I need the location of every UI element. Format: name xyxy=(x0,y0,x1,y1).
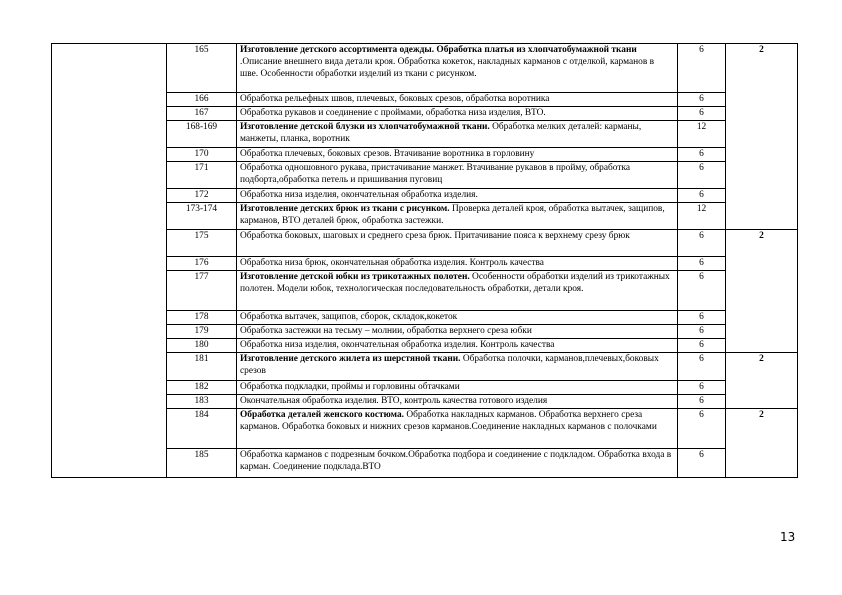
lesson-hours: 12 xyxy=(678,203,726,230)
lesson-number: 184 xyxy=(167,409,237,449)
topic-text: Обработка плечевых, боковых срезов. Втачивание воротника в горловину xyxy=(240,149,535,159)
topic-text: Обработка рукавов и соединение с проймами, обработка низа изделия, ВТО. xyxy=(240,108,546,118)
lesson-hours: 6 xyxy=(678,395,726,409)
topic-text: Обработка карманов с подрезным бочком.Обработка подбора и соединение с подкладом. Обработка входа в карман. Соединение подклада.ВТО xyxy=(240,450,672,472)
lesson-topic xyxy=(237,339,678,353)
lesson-number: 185 xyxy=(167,449,237,478)
lesson-hours: 6 xyxy=(678,189,726,203)
lesson-number: 168-169 xyxy=(167,121,237,148)
lesson-number: 165 xyxy=(167,44,237,93)
lesson-topic xyxy=(237,257,678,271)
lesson-topic xyxy=(237,353,678,381)
lesson-number: 170 xyxy=(167,148,237,162)
lesson-number: 176 xyxy=(167,257,237,271)
empty-column-cell xyxy=(52,44,167,478)
lesson-topic xyxy=(237,230,678,257)
lesson-topic xyxy=(237,449,678,478)
lesson-hours: 6 xyxy=(678,381,726,395)
lesson-number: 181 xyxy=(167,353,237,381)
topic-text: Обработка низа изделия, окончательная обработка изделия. Контроль качества xyxy=(240,340,555,350)
topic-text: Обработка боковых, шаговых и среднего среза брюк. Притачивание пояса к верхнему срезу брюк xyxy=(240,231,630,241)
topic-text: Окончательная обработка изделия. ВТО, контроль качества готового изделия xyxy=(240,396,548,406)
lesson-topic xyxy=(237,409,678,449)
topic-text: Обработка одношовного рукава, пристачивание манжет. Втачивание рукавов в пройму, обработка подборта,обработка петель и пришивания пуговиц xyxy=(240,163,631,185)
topic-text: Обработка подкладки, проймы и горловины обтачками xyxy=(240,382,460,392)
topic-heading: Изготовление детской блузки из хлопчатобумажной ткани. xyxy=(240,122,490,132)
lesson-hours: 6 xyxy=(678,353,726,381)
lesson-hours: 6 xyxy=(678,339,726,353)
topic-text: Обработка низа брюк, окончательная обработка изделия. Контроль качества xyxy=(240,258,544,268)
topic-text: Обработка низа изделия, окончательная обработка изделия. xyxy=(240,190,478,200)
lesson-hours: 6 xyxy=(678,230,726,257)
lesson-topic xyxy=(237,148,678,162)
lesson-topic xyxy=(237,121,678,148)
lesson-number: 167 xyxy=(167,107,237,121)
lesson-topic xyxy=(237,44,678,93)
extra-hours: 2 xyxy=(726,44,798,230)
topic-text: .Описание внешнего вида детали кроя. Обработка кокеток, накладных карманов с отделкой, карманов в шве. Особенности обработки изделий из ткани с рисунком. xyxy=(240,57,655,79)
lesson-topic xyxy=(237,93,678,107)
lesson-topic xyxy=(237,311,678,325)
thematic-plan-table xyxy=(51,43,798,478)
lesson-topic xyxy=(237,189,678,203)
topic-heading: Изготовление детского ассортимента одежды. Обработка платья из хлопчатобумажной ткани xyxy=(240,45,637,55)
lesson-hours: 6 xyxy=(678,148,726,162)
lesson-topic xyxy=(237,381,678,395)
topic-text: Проверка деталей кроя, обработка вытачек, защипов, карманов, ВТО деталей брюк, обработка застежки. xyxy=(240,204,665,226)
extra-hours: 2 xyxy=(726,353,798,409)
lesson-number: 173-174 xyxy=(167,203,237,230)
lesson-topic xyxy=(237,162,678,189)
topic-text: Обработка накладных карманов. Обработка верхнего среза карманов. Обработка боковых и нижних срезов карманов.Соединение накладных карманов с полочками xyxy=(240,410,657,432)
extra-hours: 2 xyxy=(726,230,798,353)
lesson-hours: 6 xyxy=(678,409,726,449)
lesson-topic xyxy=(237,271,678,311)
lesson-topic xyxy=(237,325,678,339)
table-row xyxy=(52,44,798,93)
lesson-number: 178 xyxy=(167,311,237,325)
topic-heading: Изготовление детских брюк из ткани с рисунком. xyxy=(240,204,450,214)
lesson-number: 179 xyxy=(167,325,237,339)
lesson-number: 182 xyxy=(167,381,237,395)
lesson-hours: 6 xyxy=(678,449,726,478)
topic-text: Обработка полочки, карманов,плечевых,боковых срезов xyxy=(240,354,659,376)
topic-text: Обработка застежки на тесьму – молнии, обработка верхнего среза юбки xyxy=(240,326,532,336)
lesson-hours: 12 xyxy=(678,121,726,148)
lesson-hours: 6 xyxy=(678,325,726,339)
topic-heading: Изготовление детского жилета из шерстяной ткани. xyxy=(240,354,461,364)
lesson-hours: 6 xyxy=(678,257,726,271)
lesson-hours: 6 xyxy=(678,162,726,189)
lesson-number: 166 xyxy=(167,93,237,107)
lesson-hours: 6 xyxy=(678,107,726,121)
page-number: 13 xyxy=(780,530,796,544)
lesson-hours: 6 xyxy=(678,311,726,325)
lesson-number: 171 xyxy=(167,162,237,189)
lesson-number: 172 xyxy=(167,189,237,203)
topic-text: Обработка мелких деталей: карманы, манжеты, планка, воротник xyxy=(240,122,642,144)
lesson-topic xyxy=(237,107,678,121)
extra-hours: 2 xyxy=(726,409,798,478)
lesson-hours: 6 xyxy=(678,271,726,311)
lesson-number: 175 xyxy=(167,230,237,257)
lesson-topic xyxy=(237,203,678,230)
topic-heading: Изготовление детской юбки из трикотажных полотен. xyxy=(240,272,470,282)
topic-heading: Обработка деталей женского костюма. xyxy=(240,410,405,420)
topic-text: Обработка вытачек, защипов, сборок, складок,кокеток xyxy=(240,312,458,322)
lesson-hours: 6 xyxy=(678,44,726,93)
lesson-number: 180 xyxy=(167,339,237,353)
lesson-number: 177 xyxy=(167,271,237,311)
lesson-topic xyxy=(237,395,678,409)
topic-text: Обработка рельефных швов, плечевых, боковых срезов, обработка воротника xyxy=(240,94,550,104)
lesson-hours: 6 xyxy=(678,93,726,107)
lesson-number: 183 xyxy=(167,395,237,409)
topic-text: Особенности обработки изделий из трикотажных полотен. Модели юбок, технологическая последовательность обработки, детали кроя. xyxy=(240,272,670,294)
